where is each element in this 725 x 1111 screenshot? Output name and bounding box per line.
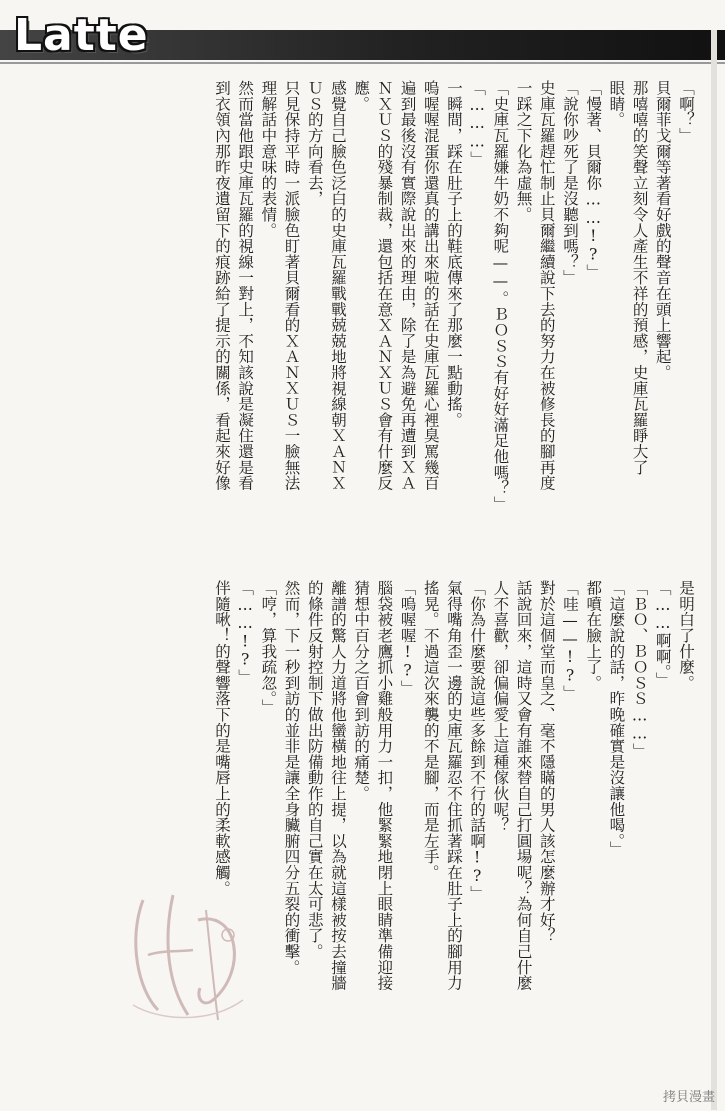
hd-stamp-icon — [118, 880, 258, 1030]
text-column: 然而，下一秒到訪的並非是讓全身臟腑四分五裂的衝擊。 — [282, 580, 301, 975]
text-column: 搖晃。不過這次來襲的不是腳，而是左手。 — [421, 580, 440, 881]
text-column: 話說回來，這時又會有誰來替自己打圓場呢？為何自己什麼 — [514, 580, 533, 991]
text-column: 感覺自己臉色泛白的史庫瓦羅戰戰兢兢地將視線朝ＸＡＮＸ — [328, 80, 347, 491]
page-binding-edge — [711, 30, 717, 1110]
text-column: 一踩之下化為虛無。 — [514, 80, 533, 223]
text-column: 史庫瓦羅趕忙制止貝爾繼續說下去的努力在被修長的腳再度 — [537, 80, 556, 491]
text-column: 到衣領內那昨夜遺留下的痕跡給了提示的關係，看起來好像 — [212, 80, 231, 491]
text-column: 「……!?」 — [236, 580, 255, 685]
text-column: 的條件反射控制下做出防備動作的自己實在太可悲了。 — [305, 580, 324, 960]
text-block-bottom — [210, 580, 697, 1080]
text-column: 「……啊啊。」 — [653, 580, 672, 688]
text-column: 只見保持平時一派臉色盯著貝爾看的ＸＡＮＸＵＳ一臉無法 — [282, 80, 301, 491]
text-column: 伴隨啾！的聲響落下的是嘴唇上的柔軟感觸。 — [212, 580, 231, 896]
text-column: 「………」 — [468, 80, 487, 167]
text-column: 然而當他跟史庫瓦羅的視線一對上，不知該說是凝住還是看 — [236, 80, 255, 491]
text-column: 「史庫瓦羅嫌牛奶不夠呢——。ＢＯＳＳ有好好滿足他嗎？」 — [491, 80, 510, 512]
text-column: 嗚喔喔混蛋你還真的講出來啦的話在史庫瓦羅心裡臭罵幾百 — [421, 80, 440, 491]
text-column: 「說你吵死了是沒聽到嗎？」 — [560, 80, 579, 286]
text-column: 「啊？」 — [677, 80, 695, 144]
text-column: 離譜的驚人力道將他蠻橫地往上提，以為就這樣被按去撞牆 — [328, 580, 347, 991]
text-column: 那嘻嘻的笑聲立刻令人產生不祥的預感，史庫瓦羅睜大了 — [630, 80, 649, 475]
text-column: 都噴在臉上了。 — [584, 580, 603, 691]
text-column: 是明白了什麼。 — [677, 580, 695, 691]
text-column: 「嗚喔喔!?」 — [398, 580, 417, 696]
text-column: 應。 — [352, 80, 371, 112]
text-column: 遍到最後沒有實際說出來的理由，除了是為避免再遭到ＸＡ — [398, 80, 417, 491]
text-column: 貝爾菲戈爾等著看好戲的聲音在頭上響起。 — [653, 80, 672, 381]
text-column: 猜想中百分之百會到訪的痛楚。 — [352, 580, 371, 802]
text-column: 人不喜歡，卻偏偏愛上這種傢伙呢？ — [491, 580, 510, 833]
text-column: 一瞬間，踩在肚子上的鞋底傳來了那麼一點動搖。 — [444, 80, 463, 428]
site-watermark: 拷貝漫畫 — [662, 1090, 715, 1105]
text-column: 腦袋被老鷹抓小雞般用力一扣，他緊緊地閉上眼睛準備迎接 — [375, 580, 394, 991]
text-column: 眼睛。 — [607, 80, 626, 128]
text-column: 「慢著、貝爾你……!?」 — [584, 80, 603, 280]
text-column: 「哼，算我疏忽。」 — [259, 580, 278, 715]
latte-logo: Latte — [14, 10, 149, 61]
text-column: 「你為什麼要說這些多餘到不行的話啊!?」 — [468, 580, 487, 901]
text-column: 對於這個堂而皇之、毫不隱瞞的男人該怎麼辦才好？ — [537, 580, 556, 944]
text-column: 氣得嘴角歪一邊的史庫瓦羅忍不住抓著踩在肚子上的腳用力 — [444, 580, 463, 991]
text-column: ＵＳ的方向看去， — [305, 80, 324, 207]
text-column: 理解話中意味的表情。 — [259, 80, 278, 238]
text-block-top — [210, 80, 697, 590]
text-column: 「這麼說的話，昨晚確實是沒讓他喝。」 — [607, 580, 626, 857]
text-column: 「ＢＯ、ＢＯＳＳ……」 — [630, 580, 649, 759]
text-column: ＮＸＵＳ的殘暴制裁，還包括在意ＸＡＮＸＵＳ會有什麼反 — [375, 80, 394, 491]
text-column: 「哇——!?」 — [560, 580, 579, 701]
